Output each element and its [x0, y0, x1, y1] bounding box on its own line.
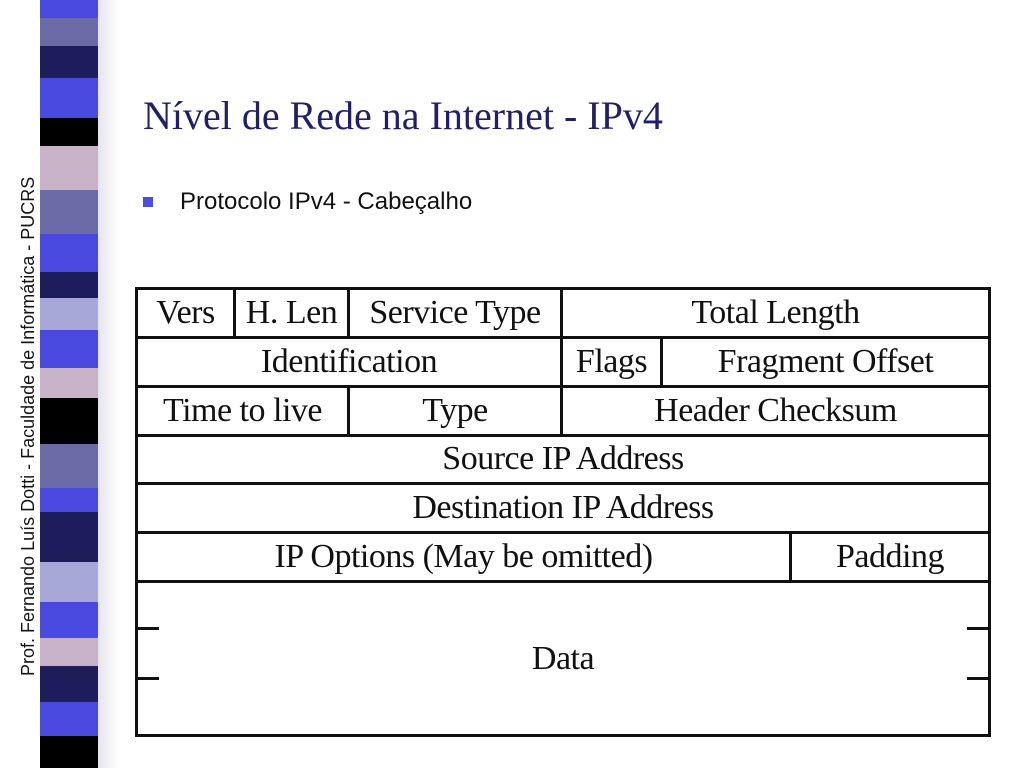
bullet-item — [143, 188, 472, 216]
decorative-stripe — [40, 78, 98, 118]
header-row-7 — [137, 582, 990, 736]
decorative-stripe — [40, 736, 98, 768]
decorative-stripe — [40, 702, 98, 736]
decorative-stripe — [40, 398, 98, 444]
decorative-stripe — [40, 146, 98, 190]
decorative-stripe — [40, 638, 98, 666]
header-row-1 — [137, 289, 990, 338]
field-header-length: H. Len — [235, 289, 349, 338]
decorative-stripe — [40, 118, 98, 146]
decorative-stripe — [40, 298, 98, 330]
decorative-stripe — [40, 666, 98, 702]
data-boundary-tick-left-bottom — [137, 677, 160, 680]
header-row-4 — [137, 435, 990, 484]
field-fragment-offset: Fragment Offset — [662, 337, 990, 386]
decorative-stripe — [40, 234, 98, 272]
header-row-3 — [137, 386, 990, 435]
decorative-stripe — [40, 190, 98, 234]
data-boundary-tick-right-bottom — [967, 677, 990, 680]
field-service-type: Service Type — [349, 289, 562, 338]
field-time-to-live: Time to live — [137, 386, 349, 435]
data-boundary-tick-right-top — [967, 627, 990, 630]
decorative-stripe — [40, 444, 98, 488]
slide-title: Nível de Rede na Internet - IPv4 — [143, 93, 663, 138]
field-data-label: Data — [531, 639, 595, 677]
field-vers: Vers — [137, 289, 235, 338]
decorative-stripe — [40, 368, 98, 398]
decorative-stripe — [40, 46, 98, 78]
field-destination-ip: Destination IP Address — [137, 484, 990, 533]
field-ip-options: IP Options (May be omitted) — [137, 533, 791, 582]
field-total-length: Total Length — [562, 289, 990, 338]
header-row-6 — [137, 533, 990, 582]
field-data — [137, 582, 990, 736]
decorative-stripe — [40, 18, 98, 46]
header-row-2 — [137, 337, 990, 386]
data-boundary-tick-left-top — [137, 627, 160, 630]
decorative-stripe — [40, 562, 98, 602]
author-credit: Prof. Fernando Luís Dotti - Faculdade de Informática - PUCRS — [18, 176, 38, 676]
bullet-square-icon — [143, 197, 153, 207]
side-decoration — [0, 0, 118, 768]
decorative-stripe — [40, 512, 98, 562]
field-source-ip: Source IP Address — [137, 435, 990, 484]
field-flags: Flags — [562, 337, 662, 386]
bullet-text: Protocolo IPv4 - Cabeçalho — [180, 188, 473, 215]
field-header-checksum: Header Checksum — [562, 386, 990, 435]
decorative-stripe — [40, 488, 98, 512]
decorative-stripe — [40, 602, 98, 638]
decorative-stripe — [40, 272, 98, 298]
field-type: Type — [349, 386, 562, 435]
header-row-5 — [137, 484, 990, 533]
field-padding: Padding — [791, 533, 990, 582]
field-identification: Identification — [137, 337, 562, 386]
ipv4-header-diagram — [135, 287, 991, 737]
stripe-column — [40, 0, 98, 768]
decorative-stripe — [40, 330, 98, 368]
decorative-stripe — [40, 0, 98, 18]
